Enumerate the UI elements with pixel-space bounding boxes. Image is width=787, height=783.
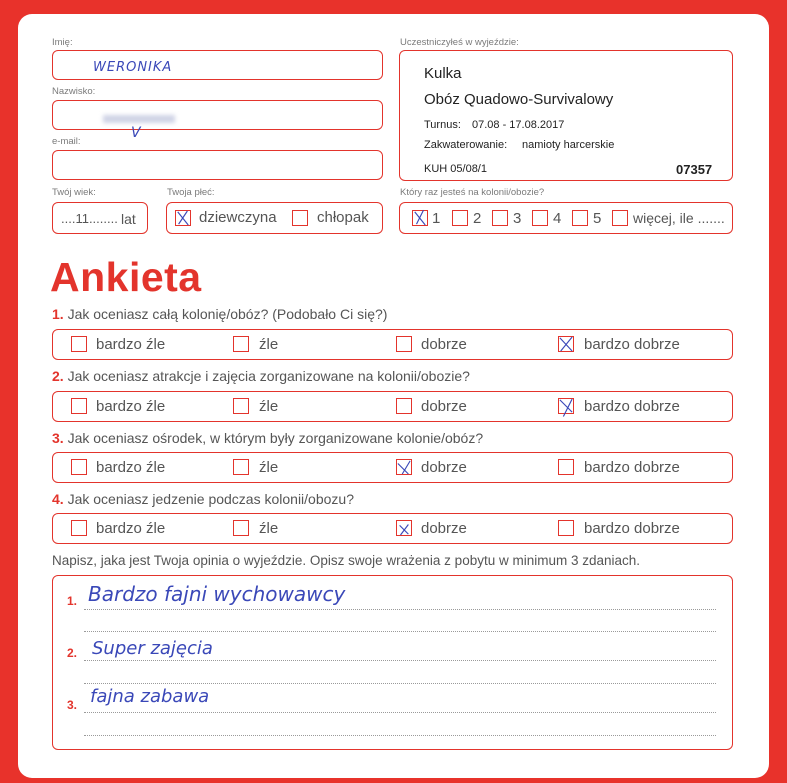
q2-option-very-bad[interactable]: [71, 398, 87, 414]
option-label: bardzo dobrze: [584, 398, 680, 415]
checkbox-times-more[interactable]: [612, 210, 628, 226]
times-label: Który raz jesteś na kolonii/obozie?: [400, 187, 545, 198]
surname-label: Nazwisko:: [52, 86, 96, 97]
opinion-line-number: 3.: [67, 698, 78, 712]
age-value: ....11........: [61, 211, 118, 226]
checkbox-times-4[interactable]: [532, 210, 548, 226]
times-5-label: 5: [593, 210, 602, 227]
option-label: bardzo dobrze: [584, 336, 680, 353]
check-mark-icon: [413, 211, 427, 225]
lodging-label: Zakwaterowanie:: [424, 139, 508, 151]
q1-option-bad[interactable]: [233, 336, 249, 352]
opinion-answer-2: Super zajęcia: [92, 638, 213, 659]
q4-option-bad[interactable]: [233, 520, 249, 536]
redacted-surname: [103, 115, 175, 123]
writing-line: [84, 712, 716, 713]
option-label: źle: [259, 459, 279, 476]
checkbox-girl[interactable]: [175, 210, 191, 226]
surname-handwriting: V: [131, 125, 141, 141]
camp-name: Obóz Quadowo-Survivalowy: [424, 91, 614, 108]
question-4: [52, 491, 354, 507]
name-label: Imię:: [52, 37, 73, 48]
question-number: 4.: [52, 491, 64, 507]
option-label: dobrze: [421, 520, 467, 537]
gender-field: [166, 202, 383, 234]
q4-option-very-good[interactable]: [558, 520, 574, 536]
survey-title: Ankieta: [50, 254, 202, 300]
q3-option-very-bad[interactable]: [71, 459, 87, 475]
writing-line: [84, 735, 716, 736]
q4-option-very-bad[interactable]: [71, 520, 87, 536]
question-1: [52, 306, 387, 322]
question-number: 1.: [52, 306, 64, 322]
q1-option-good[interactable]: [396, 336, 412, 352]
q2-option-bad[interactable]: [233, 398, 249, 414]
option-label: dobrze: [421, 336, 467, 353]
turn-code: KUH 05/08/1: [424, 163, 487, 175]
q3-option-good[interactable]: [396, 459, 412, 475]
writing-line: [84, 631, 716, 632]
writing-line: [84, 683, 716, 684]
check-mark-icon: [176, 211, 190, 225]
option-label: źle: [259, 520, 279, 537]
checkbox-times-5[interactable]: [572, 210, 588, 226]
opinion-line-number: 2.: [67, 646, 78, 660]
option-label: bardzo źle: [96, 398, 166, 415]
gender-boy-label: chłopak: [317, 209, 369, 226]
q1-option-very-bad[interactable]: [71, 336, 87, 352]
lodging-value: namioty harcerskie: [522, 139, 615, 151]
checkbox-times-2[interactable]: [452, 210, 468, 226]
q3-option-very-good[interactable]: [558, 459, 574, 475]
option-label: bardzo dobrze: [584, 520, 680, 537]
rating-row-3: [52, 452, 733, 483]
times-4-label: 4: [553, 210, 562, 227]
option-label: źle: [259, 398, 279, 415]
opinion-answer-1: Bardzo fajni wychowawcy: [88, 582, 346, 606]
name-value: WERONIKA: [93, 60, 173, 75]
q3-option-bad[interactable]: [233, 459, 249, 475]
name-field[interactable]: [52, 50, 383, 80]
opinion-answer-3: fajna zabawa: [90, 686, 210, 707]
times-2-label: 2: [473, 210, 482, 227]
question-number: 2.: [52, 368, 64, 384]
gender-girl-label: dziewczyna: [199, 209, 277, 226]
rating-row-1: [52, 329, 733, 360]
question-2: [52, 368, 470, 384]
rating-row-2: [52, 391, 733, 422]
age-field[interactable]: [52, 202, 148, 234]
rating-row-4: [52, 513, 733, 544]
question-text: Jak oceniasz atrakcje i zajęcia zorganizowane na kolonii/obozie?: [67, 368, 470, 384]
email-label: e-mail:: [52, 136, 81, 147]
check-mark-icon: [559, 399, 573, 413]
question-3: [52, 430, 483, 446]
checkbox-times-1[interactable]: [412, 210, 428, 226]
opinion-line-number: 1.: [67, 594, 78, 608]
checkbox-boy[interactable]: [292, 210, 308, 226]
turn-value: 07.08 - 17.08.2017: [472, 119, 565, 131]
form-number: 07357: [676, 162, 713, 177]
gender-label: Twoja płeć:: [167, 187, 215, 198]
q2-option-very-good[interactable]: [558, 398, 574, 414]
check-mark-icon: [397, 521, 411, 535]
participant-name: Kulka: [424, 65, 462, 82]
option-label: dobrze: [421, 459, 467, 476]
option-label: bardzo źle: [96, 336, 166, 353]
question-number: 3.: [52, 430, 64, 446]
times-field: [399, 202, 733, 234]
age-unit: lat: [121, 211, 136, 227]
option-label: bardzo źle: [96, 520, 166, 537]
option-label: źle: [259, 336, 279, 353]
writing-line: [84, 660, 716, 661]
times-1-label: 1: [432, 210, 441, 227]
q1-option-very-good[interactable]: [558, 336, 574, 352]
email-field[interactable]: [52, 150, 383, 180]
participant-box: [399, 50, 733, 181]
surname-field[interactable]: [52, 100, 383, 141]
age-label: Twój wiek:: [52, 187, 96, 198]
question-text: Jak oceniasz ośrodek, w którym były zorganizowane kolonie/obóz?: [67, 430, 484, 446]
checkbox-times-3[interactable]: [492, 210, 508, 226]
check-mark-icon: [397, 460, 411, 474]
check-mark-icon: [559, 337, 573, 351]
question-text: Jak oceniasz całą kolonię/obóz? (Podobało Ci się?): [67, 306, 388, 322]
q4-option-good[interactable]: [396, 520, 412, 536]
q2-option-good[interactable]: [396, 398, 412, 414]
option-label: dobrze: [421, 398, 467, 415]
times-more-label: więcej, ile .......: [633, 210, 725, 226]
turn-label: Turnus:: [424, 119, 461, 131]
opinion-prompt: Napisz, jaka jest Twoja opinia o wyjeździe. Opisz swoje wrażenia z pobytu w minimum 3 zdaniach.: [52, 553, 641, 568]
question-text: Jak oceniasz jedzenie podczas kolonii/obozu?: [67, 491, 354, 507]
option-label: bardzo źle: [96, 459, 166, 476]
participant-label: Uczestniczyłeś w wyjeździe:: [400, 37, 519, 48]
writing-line: [84, 609, 716, 610]
times-3-label: 3: [513, 210, 522, 227]
option-label: bardzo dobrze: [584, 459, 680, 476]
